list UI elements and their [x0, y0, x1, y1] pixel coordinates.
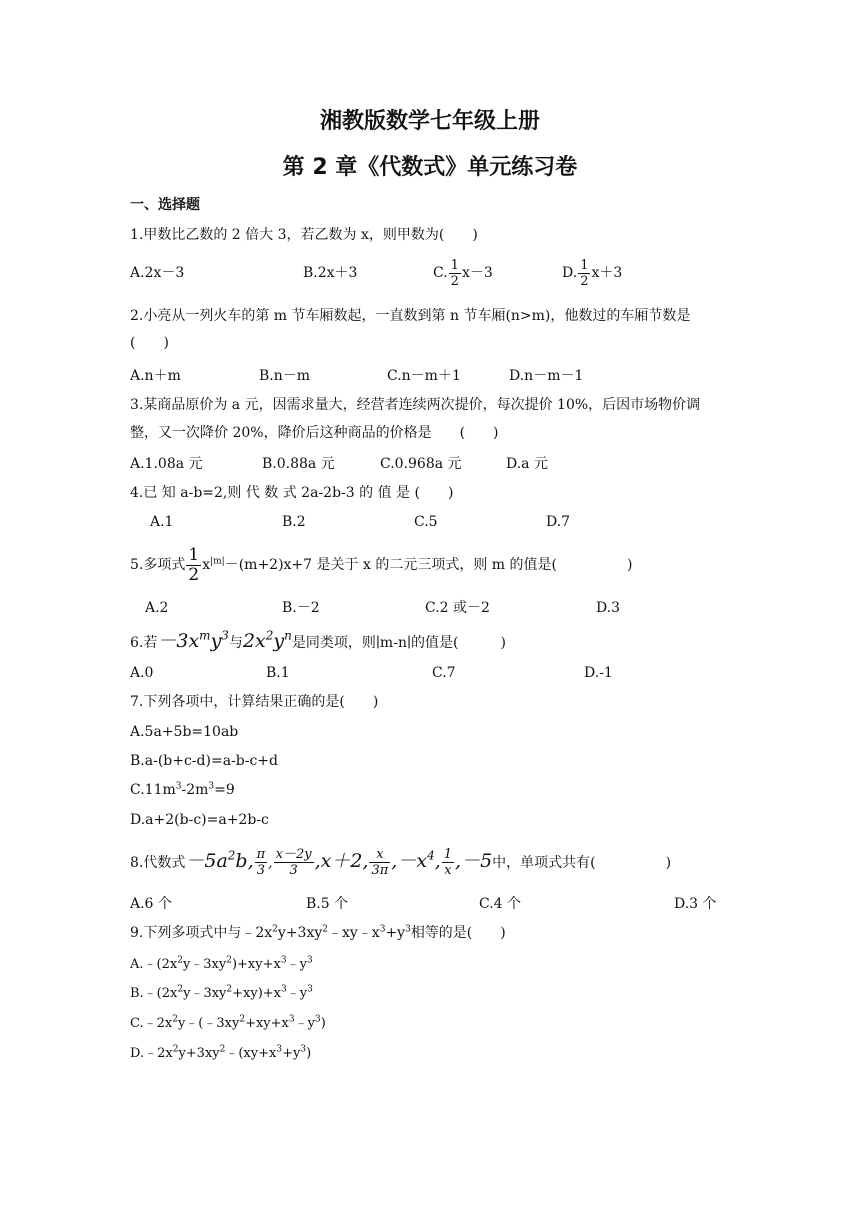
question-9-option-d: $D.﹣2x^2y+3xy^2﹣(xy+x^3+y^3)$: [130, 1044, 312, 1061]
question-2-option-d: D.n－m－1: [509, 368, 584, 384]
question-4-option-c: C.5: [414, 514, 438, 530]
question-1-option-c: C. $\frac{1}{2}$ x－3: [433, 257, 493, 289]
fraction: $\frac{x}{3\pi}$: [371, 846, 389, 878]
question-4-option-a: A.1: [150, 514, 174, 530]
question-7-option-d: D.a+2(b-c)=a+2b-c: [130, 812, 269, 828]
question-1-option-d: D. $\frac{1}{2}$ x＋3: [562, 257, 623, 289]
question-3-option-a: A.1.08a 元: [130, 456, 203, 472]
math-expression: $-5a^2b$, $\frac{\pi}{3}$ , $\frac{x-2y}{3}$ ,x＋2, $\frac{x}{3\pi}$ $,-x^4$, $\frac{1}{x}$ ,－5: [185, 846, 493, 878]
question-1-stem: 1.甲数比乙数的 2 倍大 3，若乙数为 x，则甲数为( ): [130, 227, 478, 243]
question-5-stem: 5.多项式 $\frac{1}{2}$ $x^{|m|}-(m+2)x+7$ 是关于 x 的二元三项式，则 m 的值是( ): [130, 544, 633, 585]
question-2-option-b: B.n－m: [259, 368, 311, 384]
question-4-option-d: D.7: [546, 514, 571, 530]
question-9-option-a: $A.﹣(2x^2y﹣3xy^2)+xy+x^3﹣y^3$: [130, 955, 313, 972]
fraction: $\frac{1}{2}$: [450, 257, 459, 289]
question-2-stem-line2: ( ): [130, 335, 169, 351]
question-5-option-c: C.2 或－2: [425, 600, 490, 616]
fraction: $\frac{1}{2}$: [188, 544, 200, 585]
question-1-option-b: B.2x＋3: [303, 265, 358, 281]
question-2-stem-line1: 2.小亮从一列火车的第 m 节车厢数起，一直数到第 n 节车厢(n>m)，他数过的车厢节数是: [130, 308, 691, 324]
question-7-option-c: $C.11m^3-2m^3=9$: [130, 781, 235, 798]
question-6-stem: 6.若$-3x^my^3$与$2x^2y^n$是同类项，则∣m-n∣的值是( ): [130, 628, 506, 652]
question-9-stem: 9.下列多项式中与$﹣2x^2y+3xy^2﹣xy﹣x^3+y^3$相等的是( ): [130, 924, 506, 941]
question-6-option-d: D.-1: [584, 665, 613, 681]
fraction: $\frac{1}{x}$: [443, 846, 453, 878]
question-3-option-d: D.a 元: [506, 456, 548, 472]
math-term: $2x^2y^n$: [242, 628, 292, 652]
math-term: $-3x^my^3$: [157, 628, 229, 652]
fraction: $\frac{\pi}{3}$: [256, 846, 266, 878]
question-8-option-b: B.5 个: [306, 896, 349, 912]
question-4-stem: 4.已 知 a-b=2,则 代 数 式 2a-2b-3 的 值 是 ( ): [130, 485, 454, 501]
question-5-option-b: B.－2: [282, 600, 320, 616]
question-9-option-b: $B.﹣(2x^2y﹣3xy^2+xy)+x^3﹣y^3$: [130, 984, 313, 1001]
question-7-stem: 7.下列各项中，计算结果正确的是( ): [130, 694, 379, 710]
question-8-stem: 8.代数式$-5a^2b$, $\frac{\pi}{3}$ , $\frac{x-2y}{3}$ ,x＋2, $\frac{x}{3\pi}$ $,-x^4$, $\frac{1}{x}$ ,－5中，单项式共有( ): [130, 846, 672, 878]
section-heading: 一、选择题: [130, 197, 200, 213]
page-subtitle: 第 2 章《代数式》单元练习卷: [282, 155, 578, 180]
question-8-option-a: A.6 个: [130, 896, 172, 912]
fraction: $\frac{x-2y}{3}$: [275, 846, 312, 878]
question-2-option-a: A.n＋m: [130, 368, 181, 384]
question-7-option-a: A.5a+5b=10ab: [130, 724, 239, 740]
question-3-stem-line2: 整，又一次降价 20%，降价后这种商品的价格是 ( ): [130, 425, 499, 441]
question-5-option-a: A.2: [145, 600, 169, 616]
question-7-option-b: B.a-(b+c-d)=a-b-c+d: [130, 753, 278, 769]
question-6-option-b: B.1: [266, 665, 290, 681]
fraction: $\frac{1}{2}$: [580, 257, 589, 289]
question-3-stem-line1: 3.某商品原价为 a 元，因需求量大，经营者连续两次提价，每次提价 10%，后因市场物价调: [130, 397, 701, 413]
question-3-option-c: C.0.968a 元: [380, 456, 462, 472]
question-5-option-d: D.3: [596, 600, 621, 616]
question-1-option-a: A.2x－3: [130, 265, 185, 281]
question-8-option-c: C.4 个: [479, 896, 522, 912]
question-6-option-a: A.0: [130, 665, 154, 681]
question-2-option-c: C.n－m＋1: [387, 368, 461, 384]
question-4-option-b: B.2: [282, 514, 306, 530]
question-6-option-c: C.7: [432, 665, 456, 681]
page-title: 湘教版数学七年级上册: [319, 109, 540, 134]
question-3-option-b: B.0.88a 元: [262, 456, 335, 472]
question-9-option-c: $C.﹣2x^2y﹣(﹣3xy^2+xy+x^3﹣y^3)$: [130, 1014, 326, 1031]
question-8-option-d: D.3 个: [674, 896, 717, 912]
